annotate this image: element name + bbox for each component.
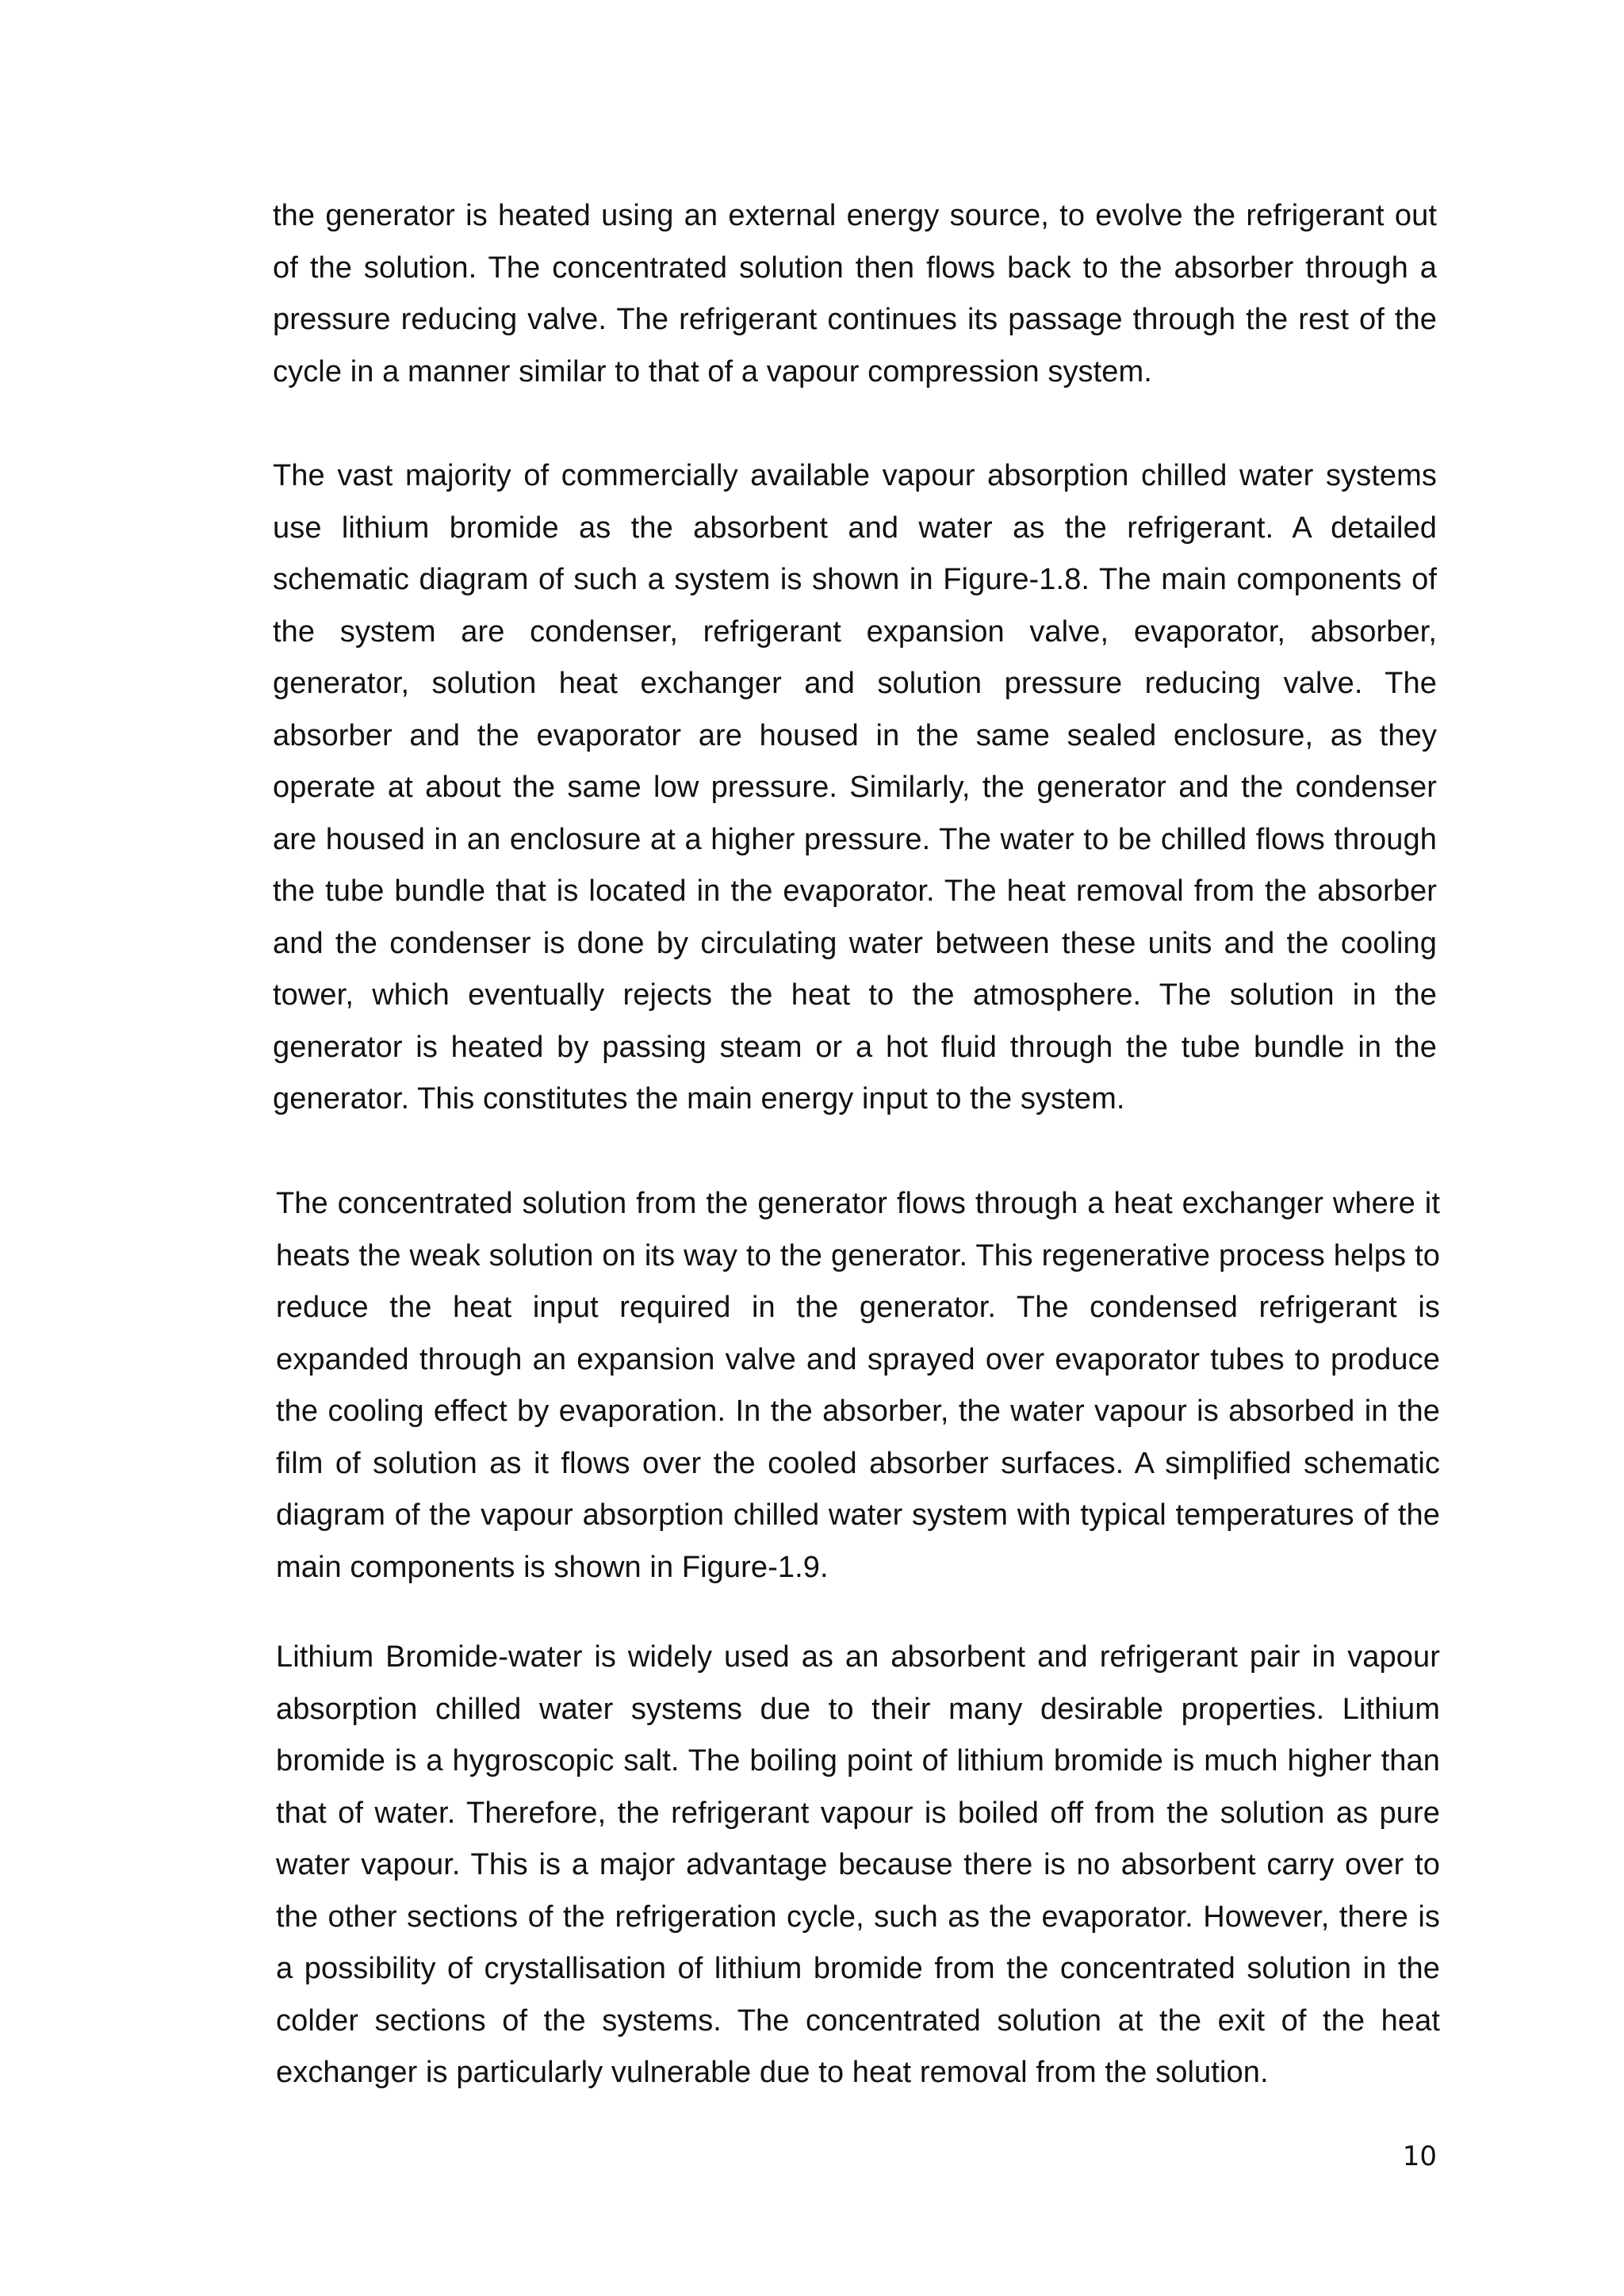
paragraph-generator-heating: the generator is heated using an external energy source, to evolve the refrigerant out of the solution. The concentrated solution then flows back to the absorber through a pressure reducing valve. The refrigerant continues its passage through the rest of the cycle in a manner similar to that of a vapour compression system. xyxy=(273,199,1437,388)
paragraph-lithium-bromide-system: The vast majority of commercially available vapour absorption chilled water systems use lithium bromide as the absorbent and water as the refrigerant. A detailed schematic diagram of such a system is shown in Figure-1.8. The main components of the system are condenser, refrigerant expansion valve, evaporator, absorber, generator, solution heat exchanger and solution pressure reducing valve. The absorber and the evaporator are housed in the same sealed enclosure, as they operate at about the same low pressure. Similarly, the generator and the condenser are housed in an enclosure at a higher pressure. The water to be chilled flows through the tube bundle that is located in the evaporator. The heat removal from the absorber and the condenser is done by circulating water between these units and the cooling tower, which eventually rejects the heat to the atmosphere. The solution in the generator is heated by passing steam or a hot fluid through the tube bundle in the generator. This constitutes the main energy input to the system. xyxy=(273,459,1437,1115)
paragraph-heat-exchanger: The concentrated solution from the generator flows through a heat exchanger where it heats the weak solution on its way to the generator. This regenerative process helps to reduce the heat input required in the generator. The condensed refrigerant is expanded through an expansion valve and sprayed over evaporator tubes to produce the cooling effect by evaporation. In the absorber, the water vapour is absorbed in the film of solution as it flows over the cooled absorber surfaces. A simplified schematic diagram of the vapour absorption chilled water system with typical temperatures of the main components is shown in Figure-1.9. xyxy=(276,1187,1440,1584)
page-number: 10 xyxy=(1402,2141,1437,2172)
paragraph-lithium-bromide-water-pair: Lithium Bromide-water is widely used as an absorbent and refrigerant pair in vapour absorption chilled water systems due to their many desirable properties. Lithium bromide is a hygroscopic salt. The boiling point of lithium bromide is much higher than that of water. Therefore, the refrigerant vapour is boiled off from the solution as pure water vapour. This is a major advantage because there is no absorbent carry over to the other sections of the refrigeration cycle, such as the evaporator. However, there is a possibility of crystallisation of lithium bromide from the concentrated solution in the colder sections of the systems. The concentrated solution at the exit of the heat exchanger is particularly vulnerable due to heat removal from the solution. xyxy=(276,1640,1440,2089)
